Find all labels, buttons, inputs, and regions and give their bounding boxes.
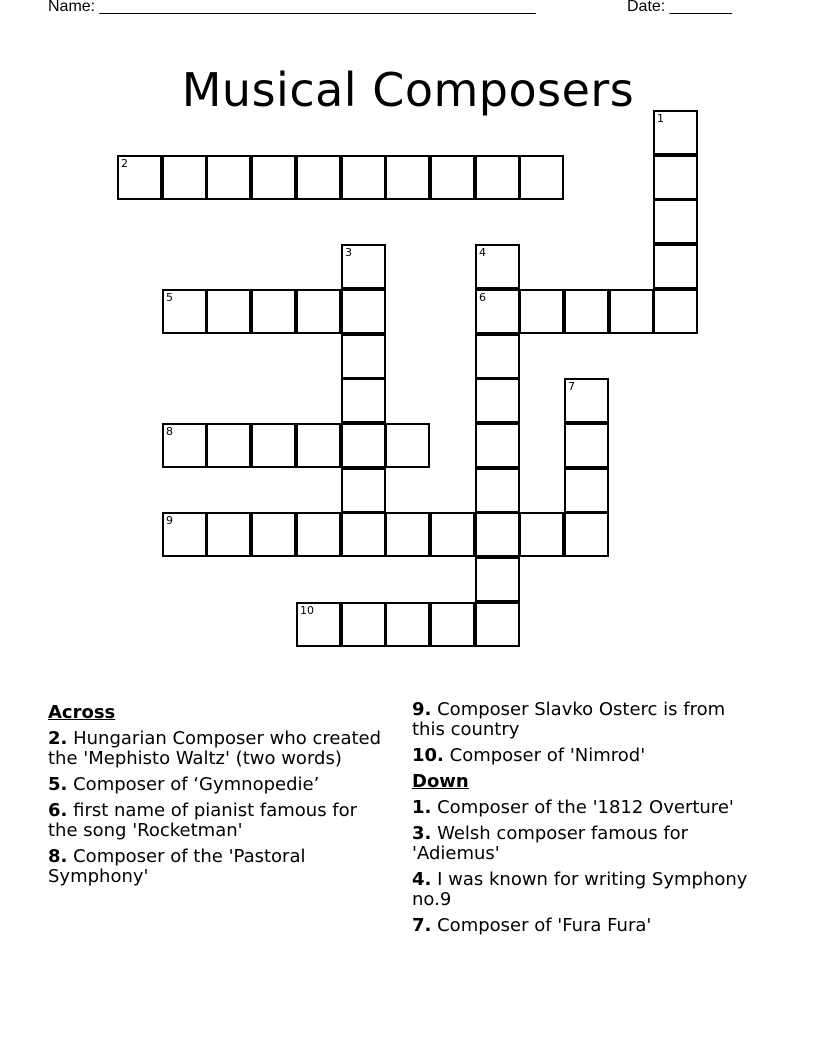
cell-number: 8 [166, 425, 173, 438]
grid-cell[interactable] [564, 289, 609, 334]
clues-column-right [412, 700, 762, 942]
grid-cell[interactable] [251, 289, 296, 334]
grid-cell[interactable] [341, 512, 386, 557]
clue-number: 1. [412, 797, 432, 818]
grid-cell[interactable] [162, 512, 207, 557]
clue-text: I was known for writing Symphony no.9 [412, 869, 748, 910]
grid-cell[interactable] [117, 155, 162, 200]
grid-cell[interactable] [251, 155, 296, 200]
clue-text: Composer of the 'Pastoral Symphony' [48, 846, 306, 887]
grid-cell[interactable] [653, 110, 698, 155]
cell-number: 2 [121, 157, 128, 170]
clue-text: Composer of 'Fura Fura' [437, 915, 652, 936]
grid-cell[interactable] [341, 423, 386, 468]
cell-number: 1 [657, 112, 664, 125]
clue-text: Composer of 'Nimrod' [449, 745, 646, 766]
date-field-line: Date: _______ [627, 0, 732, 15]
grid-cell[interactable] [475, 378, 520, 423]
grid-cell[interactable] [385, 602, 430, 647]
grid-cell[interactable] [475, 423, 520, 468]
grid-cell[interactable] [341, 602, 386, 647]
grid-cell[interactable] [519, 512, 564, 557]
grid-cell[interactable] [341, 378, 386, 423]
across-clue-8 [48, 847, 388, 887]
clue-number: 6. [48, 800, 68, 821]
cell-number: 4 [479, 246, 486, 259]
grid-cell[interactable] [162, 289, 207, 334]
grid-cell[interactable] [251, 423, 296, 468]
puzzle-title: Musical Composers [181, 62, 635, 117]
grid-cell[interactable] [385, 423, 430, 468]
grid-cell[interactable] [519, 155, 564, 200]
grid-cell[interactable] [162, 155, 207, 200]
grid-cell[interactable] [564, 512, 609, 557]
grid-cell[interactable] [519, 289, 564, 334]
grid-cell[interactable] [162, 423, 207, 468]
grid-cell[interactable] [430, 602, 475, 647]
grid-cell[interactable] [251, 512, 296, 557]
grid-cell[interactable] [653, 244, 698, 289]
grid-cell[interactable] [475, 557, 520, 602]
grid-cell[interactable] [564, 378, 609, 423]
grid-cell[interactable] [385, 155, 430, 200]
across-clue-9 [412, 700, 762, 740]
grid-cell[interactable] [385, 512, 430, 557]
across-clue-5 [48, 775, 388, 795]
cell-number: 10 [300, 604, 314, 617]
grid-cell[interactable] [653, 199, 698, 244]
grid-cell[interactable] [296, 289, 341, 334]
grid-cell[interactable] [341, 244, 386, 289]
clue-text: Composer Slavko Osterc is from this country [412, 699, 726, 740]
clue-number: 4. [412, 869, 432, 890]
grid-cell[interactable] [564, 468, 609, 513]
down-clue-4 [412, 870, 762, 910]
grid-cell[interactable] [341, 289, 386, 334]
grid-cell[interactable] [653, 155, 698, 200]
grid-cell[interactable] [430, 155, 475, 200]
cell-number: 5 [166, 291, 173, 304]
grid-cell[interactable] [475, 512, 520, 557]
clue-number: 9. [412, 699, 432, 720]
grid-cell[interactable] [206, 289, 251, 334]
grid-cell[interactable] [341, 155, 386, 200]
clue-text: first name of pianist famous for the song 'Rocketman' [48, 800, 358, 841]
cell-number: 3 [345, 246, 352, 259]
clue-number: 5. [48, 774, 68, 795]
grid-cell[interactable] [341, 468, 386, 513]
clues-column-left [48, 700, 388, 893]
down-clue-7 [412, 916, 762, 936]
clue-text: Hungarian Composer who created the 'Mephisto Waltz' (two words) [48, 728, 382, 769]
grid-cell[interactable] [206, 155, 251, 200]
grid-cell[interactable] [475, 289, 520, 334]
grid-cell[interactable] [475, 334, 520, 379]
clue-number: 2. [48, 728, 68, 749]
grid-cell[interactable] [206, 423, 251, 468]
clue-number: 7. [412, 915, 432, 936]
cell-number: 6 [479, 291, 486, 304]
clue-number: 10. [412, 745, 444, 766]
clue-text: Composer of ‘Gymnopedie’ [73, 774, 320, 795]
clue-text: Composer of the '1812 Overture' [437, 797, 734, 818]
name-field-line: Name: _________________________________________________ [48, 0, 536, 15]
grid-cell[interactable] [296, 602, 341, 647]
across-clue-10 [412, 746, 762, 766]
down-heading: Down [412, 771, 469, 792]
cell-number: 9 [166, 514, 173, 527]
cell-number: 7 [568, 380, 575, 393]
grid-cell[interactable] [609, 289, 654, 334]
across-clue-2 [48, 729, 388, 769]
grid-cell[interactable] [475, 244, 520, 289]
grid-cell[interactable] [296, 155, 341, 200]
grid-cell[interactable] [341, 334, 386, 379]
clue-number: 3. [412, 823, 432, 844]
grid-cell[interactable] [296, 423, 341, 468]
grid-cell[interactable] [430, 512, 475, 557]
clue-text: Welsh composer famous for 'Adiemus' [412, 823, 689, 864]
grid-cell[interactable] [653, 289, 698, 334]
across-clue-6 [48, 801, 388, 841]
clue-number: 8. [48, 846, 68, 867]
grid-cell[interactable] [296, 512, 341, 557]
across-heading: Across [48, 702, 116, 723]
down-clue-1 [412, 798, 762, 818]
down-clue-3 [412, 824, 762, 864]
grid-cell[interactable] [564, 423, 609, 468]
grid-cell[interactable] [475, 602, 520, 647]
grid-cell[interactable] [206, 512, 251, 557]
grid-cell[interactable] [475, 468, 520, 513]
grid-cell[interactable] [475, 155, 520, 200]
